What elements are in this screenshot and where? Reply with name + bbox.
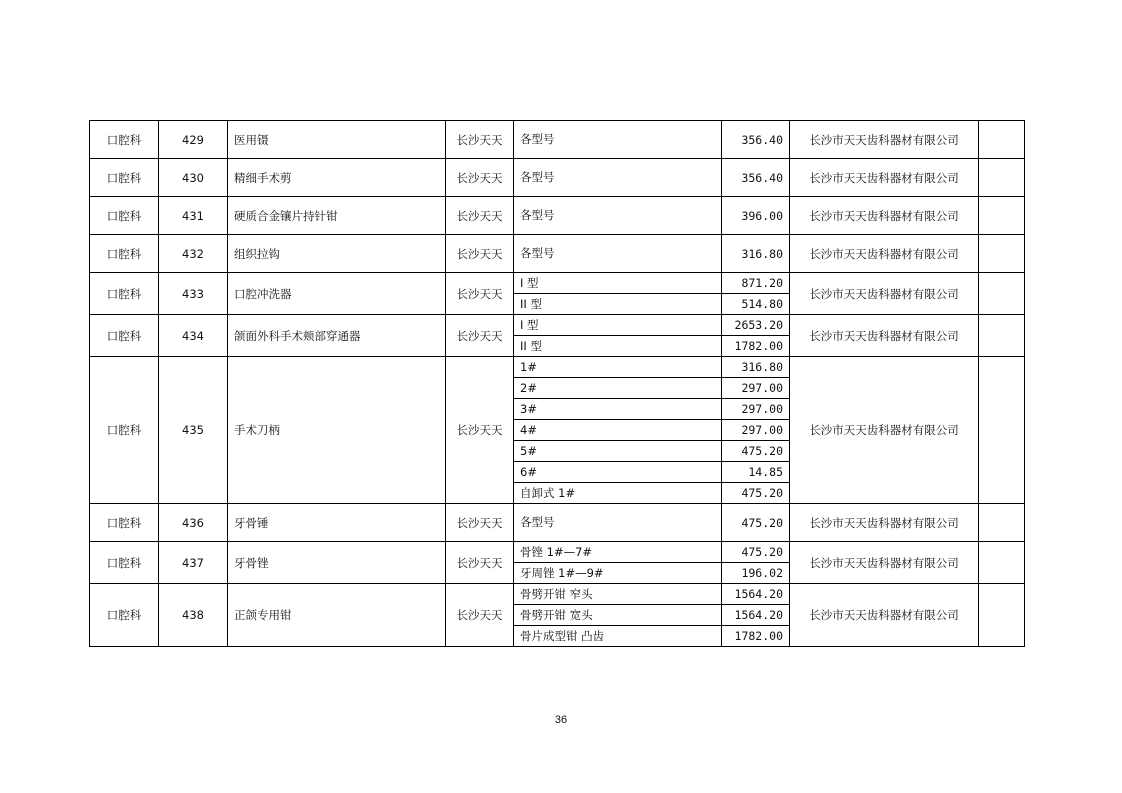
dept-cell: 口腔科 <box>90 504 159 542</box>
supplier-cell: 长沙市天天齿科器材有限公司 <box>790 273 979 315</box>
spec-cell: 各型号 <box>514 159 722 197</box>
product-name-cell: 口腔冲洗器 <box>228 273 446 315</box>
item-number-cell: 437 <box>159 542 228 584</box>
product-name-cell: 牙骨锉 <box>228 542 446 584</box>
spec-cell: 1# <box>514 357 722 378</box>
item-number-cell: 436 <box>159 504 228 542</box>
product-name-cell: 组织拉钩 <box>228 235 446 273</box>
empty-remark-cell <box>979 542 1025 584</box>
item-number-cell: 438 <box>159 584 228 647</box>
spec-cell: 自卸式 1# <box>514 483 722 504</box>
price-cell: 316.80 <box>722 235 790 273</box>
empty-remark-cell <box>979 315 1025 357</box>
price-cell: 475.20 <box>722 504 790 542</box>
price-cell: 1782.00 <box>722 626 790 647</box>
item-number-cell: 432 <box>159 235 228 273</box>
empty-remark-cell <box>979 121 1025 159</box>
manufacturer-cell: 长沙天天 <box>446 315 514 357</box>
manufacturer-cell: 长沙天天 <box>446 542 514 584</box>
empty-remark-cell <box>979 159 1025 197</box>
product-name-cell: 硬质合金镶片持针钳 <box>228 197 446 235</box>
supplier-cell: 长沙市天天齿科器材有限公司 <box>790 235 979 273</box>
dept-cell: 口腔科 <box>90 542 159 584</box>
empty-remark-cell <box>979 273 1025 315</box>
item-number-cell: 430 <box>159 159 228 197</box>
spec-cell: 骨锉 1#—7# <box>514 542 722 563</box>
manufacturer-cell: 长沙天天 <box>446 159 514 197</box>
table-row <box>90 357 1025 378</box>
spec-cell: II 型 <box>514 336 722 357</box>
item-number-cell: 433 <box>159 273 228 315</box>
price-cell: 514.80 <box>722 294 790 315</box>
item-number-cell: 431 <box>159 197 228 235</box>
price-cell: 475.20 <box>722 483 790 504</box>
product-name-cell: 精细手术剪 <box>228 159 446 197</box>
spec-cell: 3# <box>514 399 722 420</box>
price-cell: 297.00 <box>722 399 790 420</box>
spec-cell: I 型 <box>514 315 722 336</box>
price-cell: 475.20 <box>722 542 790 563</box>
empty-remark-cell <box>979 235 1025 273</box>
price-cell: 1782.00 <box>722 336 790 357</box>
price-cell: 356.40 <box>722 121 790 159</box>
table-row <box>90 121 1025 159</box>
table-row <box>90 315 1025 336</box>
table-row <box>90 542 1025 563</box>
dept-cell: 口腔科 <box>90 584 159 647</box>
price-cell: 14.85 <box>722 462 790 483</box>
product-name-cell: 手术刀柄 <box>228 357 446 504</box>
manufacturer-cell: 长沙天天 <box>446 197 514 235</box>
price-cell: 871.20 <box>722 273 790 294</box>
price-cell: 196.02 <box>722 563 790 584</box>
dept-cell: 口腔科 <box>90 121 159 159</box>
manufacturer-cell: 长沙天天 <box>446 584 514 647</box>
spec-cell: 各型号 <box>514 504 722 542</box>
table-row <box>90 273 1025 294</box>
manufacturer-cell: 长沙天天 <box>446 121 514 159</box>
table-row <box>90 159 1025 197</box>
supplier-cell: 长沙市天天齿科器材有限公司 <box>790 357 979 504</box>
table-row <box>90 235 1025 273</box>
dept-cell: 口腔科 <box>90 235 159 273</box>
empty-remark-cell <box>979 504 1025 542</box>
price-cell: 1564.20 <box>722 584 790 605</box>
price-cell: 297.00 <box>722 378 790 399</box>
empty-remark-cell <box>979 357 1025 504</box>
manufacturer-cell: 长沙天天 <box>446 273 514 315</box>
manufacturer-cell: 长沙天天 <box>446 357 514 504</box>
supplier-cell: 长沙市天天齿科器材有限公司 <box>790 542 979 584</box>
supplier-cell: 长沙市天天齿科器材有限公司 <box>790 315 979 357</box>
spec-cell: 4# <box>514 420 722 441</box>
product-name-cell: 颌面外科手术颊部穿通器 <box>228 315 446 357</box>
spec-cell: 各型号 <box>514 235 722 273</box>
spec-cell: 骨片成型钳 凸齿 <box>514 626 722 647</box>
supplier-cell: 长沙市天天齿科器材有限公司 <box>790 504 979 542</box>
dept-cell: 口腔科 <box>90 357 159 504</box>
page-number: 36 <box>554 714 568 726</box>
price-cell: 475.20 <box>722 441 790 462</box>
spec-cell: 骨劈开钳 宽头 <box>514 605 722 626</box>
table-row <box>90 197 1025 235</box>
price-cell: 1564.20 <box>722 605 790 626</box>
spec-cell: II 型 <box>514 294 722 315</box>
empty-remark-cell <box>979 197 1025 235</box>
manufacturer-cell: 长沙天天 <box>446 504 514 542</box>
product-name-cell: 医用镊 <box>228 121 446 159</box>
table-body <box>90 121 1025 647</box>
supplier-cell: 长沙市天天齿科器材有限公司 <box>790 584 979 647</box>
table-row <box>90 504 1025 542</box>
empty-remark-cell <box>979 584 1025 647</box>
supplier-cell: 长沙市天天齿科器材有限公司 <box>790 197 979 235</box>
spec-cell: 骨劈开钳 窄头 <box>514 584 722 605</box>
price-cell: 356.40 <box>722 159 790 197</box>
price-table <box>89 120 1025 647</box>
dept-cell: 口腔科 <box>90 315 159 357</box>
dept-cell: 口腔科 <box>90 273 159 315</box>
dept-cell: 口腔科 <box>90 197 159 235</box>
spec-cell: 6# <box>514 462 722 483</box>
spec-cell: 5# <box>514 441 722 462</box>
item-number-cell: 429 <box>159 121 228 159</box>
item-number-cell: 435 <box>159 357 228 504</box>
spec-cell: 各型号 <box>514 121 722 159</box>
dept-cell: 口腔科 <box>90 159 159 197</box>
item-number-cell: 434 <box>159 315 228 357</box>
manufacturer-cell: 长沙天天 <box>446 235 514 273</box>
supplier-cell: 长沙市天天齿科器材有限公司 <box>790 121 979 159</box>
price-cell: 396.00 <box>722 197 790 235</box>
spec-cell: I 型 <box>514 273 722 294</box>
supplier-cell: 长沙市天天齿科器材有限公司 <box>790 159 979 197</box>
table-row <box>90 584 1025 605</box>
product-name-cell: 正颌专用钳 <box>228 584 446 647</box>
spec-cell: 牙周锉 1#—9# <box>514 563 722 584</box>
spec-cell: 2# <box>514 378 722 399</box>
price-cell: 297.00 <box>722 420 790 441</box>
spec-cell: 各型号 <box>514 197 722 235</box>
price-cell: 2653.20 <box>722 315 790 336</box>
price-cell: 316.80 <box>722 357 790 378</box>
product-name-cell: 牙骨锤 <box>228 504 446 542</box>
